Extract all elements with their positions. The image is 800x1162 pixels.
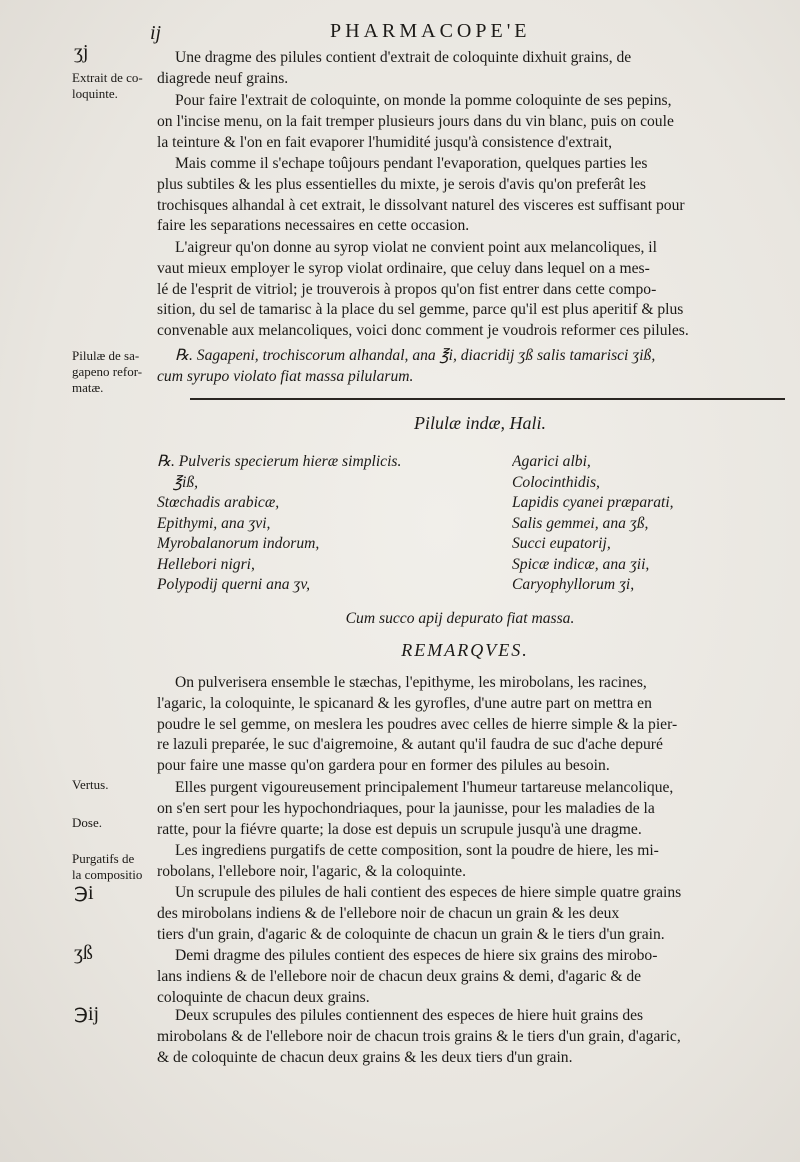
paragraph-scrupule: Un scrupule des pilules de hali contient des especes de hiere simple quatre grains des mirobolans indiens & de l'ellebore noir de chacun un grain & les deux tiers d'un grain, d'agaric & de coloquinte de chacun un grain & le tiers d'un grain. <box>157 884 682 943</box>
paragraph-extrait: Pour faire l'extrait de coloquinte, on monde la pomme coloquinte de ses pepins, on l'incise menu, on la fait tremper plusieurs jours dans du vin blanc, puis on coule la teinture & l'on en fait evaporer l'humidité jusqu'à consistence d'extrait, <box>157 92 674 151</box>
remarques-heading: REMARQVES. <box>401 640 529 660</box>
margin-note-extrait: Extrait de co- loquinte. <box>72 70 143 101</box>
page-number: ij <box>150 22 162 44</box>
paragraph-preparation: On pulverisera ensemble le stæchas, l'epithyme, les mirobolans, les racines, l'agaric, la coloquinte, le spicanard & les gyrofles, d'une autre part on mettra en poudre le sel gemme, on meslera les poudres avec celles de hierre simple & la pier- re lazuli preparée, le suc d'aigremoine, & autant qu'il faudra de suc d'ache depuré pour faire une masse qu'on gardera pour en former des pilules au besoin. <box>157 674 678 775</box>
recipe-closing: Cum succo apij depurato fiat massa. <box>345 610 575 627</box>
recipe-right-column: Agarici albi, Colocinthidis, Lapidis cyanei præparati, Salis gemmei, ana ʒß, Succi eupatorij, Spicæ indicæ, ana ʒii, Caryophyllorum ʒi, <box>512 453 674 593</box>
running-title: PHARMACOPE'E <box>330 20 531 42</box>
margin-note-vertus: Vertus. <box>72 777 109 792</box>
margin-symbol-drachm: ʒj <box>74 41 89 63</box>
paragraph-purgatifs: Les ingrediens purgatifs de cette composition, sont la poudre de hiere, les mi- robolans, l'ellebore noir, l'agaric, & la coloquinte. <box>157 842 659 880</box>
margin-symbol-scruple: ℈i <box>74 882 94 904</box>
paragraph-evaporation: Mais comme il s'echape toûjours pendant l'evaporation, quelques parties les plus subtiles & les plus essentielles du mixte, je serois d'avis qu'on preferât les trochisques alhandal à cet extrait, le dissolvant naturel des visceres est suffisant pour faire les separations necessaires en cette occasion. <box>157 155 685 235</box>
section-rule <box>190 398 785 400</box>
margin-note-dose: Dose. <box>72 815 102 830</box>
margin-symbol-two-scruples: ℈ij <box>74 1003 100 1025</box>
paragraph-dragme: Une dragme des pilules contient d'extrait de coloquinte dixhuit grains, de diagrede neuf grains. <box>157 49 632 87</box>
recipe-left-column: ℞. Pulveris specierum hieræ simplicis. ℥iß, Stœchadis arabicæ, Epithymi, ana ʒvi, Myrobalanorum indorum, Hellebori nigri, Polypodij querni ana ʒv, <box>157 453 402 593</box>
paragraph-syrop: L'aigreur qu'on donne au syrop violat ne convient point aux melancoliques, il vaut mieux employer le syrop violat ordinaire, que celuy dans lequel on a mes- lé de l'esprit de vitriol; je trouverois à propos qu'on fist entrer dans cette compo- sition, du sel de tamarisc à la place du sel gemme, parce qu'il est plus aperitif & plus convenable aux melancoliques, voici donc comment je voudrois reformer ces pilules. <box>157 239 689 340</box>
paragraph-demi-dragme: Demi dragme des pilules contient des especes de hiere six grains des mirobo- lans indiens & de l'ellebore noir de chacun deux grains & demi, d'agaric & de coloquinte de chacun deux grains. <box>157 947 658 1006</box>
formula-reformee: ℞. Sagapeni, trochiscorum alhandal, ana ℥i, diacridij ʒß salis tamarisci ʒiß, cum syrupo violato fiat massa pilularum. <box>157 347 656 385</box>
margin-symbol-half-drachm: ʒß <box>74 942 93 964</box>
margin-note-purgatifs: Purgatifs de la compositio <box>72 851 143 882</box>
paragraph-vertus: Elles purgent vigoureusement principalement l'humeur tartareuse melancolique, on s'en sert pour les hypochondriaques, pour la jaunisse, pour les maladies de la ratte, pour la fiévre quarte; la dose est depuis un scrupule jusqu'à une dragme. <box>157 779 674 838</box>
recipe-title: Pilulæ indæ, Hali. <box>413 413 546 433</box>
paragraph-deux-scrupules: Deux scrupules des pilules contiennent des especes de hiere huit grains des mirobolans & de l'ellebore noir de chacun trois grains & le tiers d'un grain, d'agaric, & de coloquinte de chacun deux grains & les deux tiers d'un grain. <box>157 1007 681 1066</box>
margin-note-pilulae: Pilulæ de sa- gapeno refor- matæ. <box>72 348 143 395</box>
